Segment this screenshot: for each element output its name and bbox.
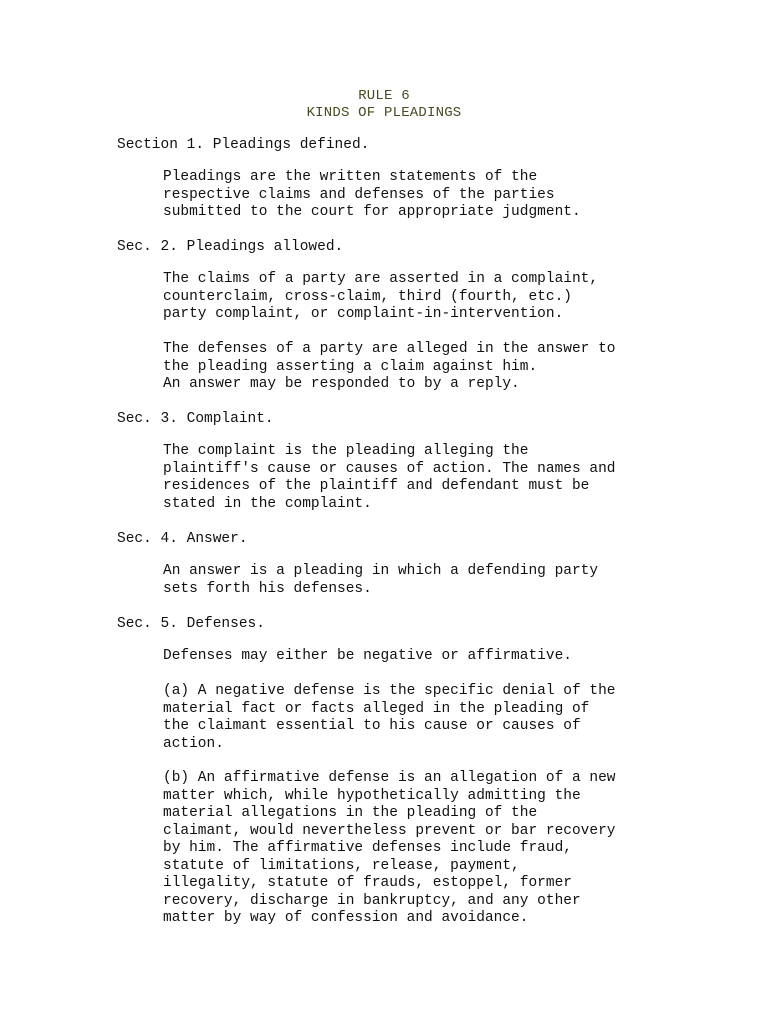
section-2-paragraph-1: The claims of a party are asserted in a complaint, counterclaim, cross-claim, third (fourth, etc.) party complaint, or complaint-in-intervention.: [163, 271, 599, 322]
section-2-paragraph-2: The defenses of a party are alleged in the answer to the pleading asserting a claim against him. An answer may be responded to by a reply.: [163, 341, 616, 392]
section-3-heading: Sec. 3. Complaint.: [117, 411, 274, 427]
rule-number: RULE 6: [358, 88, 410, 104]
section-5-paragraph-1: Defenses may either be negative or affirmative.: [163, 648, 572, 664]
section-1-paragraph-1: Pleadings are the written statements of the respective claims and defenses of the parties submitted to the court for appropriate judgment.: [163, 169, 581, 220]
section-5-heading: Sec. 5. Defenses.: [117, 616, 265, 632]
section-4-paragraph-1: An answer is a pleading in which a defending party sets forth his defenses.: [163, 563, 599, 597]
section-2-heading: Sec. 2. Pleadings allowed.: [117, 239, 344, 255]
section-4-heading: Sec. 4. Answer.: [117, 531, 248, 547]
rule-title: KINDS OF PLEADINGS: [306, 105, 462, 121]
section-3-paragraph-1: The complaint is the pleading alleging the plaintiff's cause or causes of action. The names and residences of the plaintiff and defendant must be stated in the complaint.: [163, 443, 616, 512]
section-5-paragraph-3: (b) An affirmative defense is an allegation of a new matter which, while hypothetically admitting the material allegations in the pleading of the claimant, would nevertheless prevent or bar recovery by him. The affirmative defenses include fraud, statute of limitations, release, payment, illegality, statute of frauds, estoppel, former recovery, discharge in bankruptcy, and any other matter by way of confession and avoidance.: [163, 770, 616, 926]
section-5-paragraph-2: (a) A negative defense is the specific denial of the material fact or facts alleged in the pleading of the claimant essential to his cause or causes of action.: [163, 683, 616, 752]
section-1-heading: Section 1. Pleadings defined.: [117, 137, 370, 153]
